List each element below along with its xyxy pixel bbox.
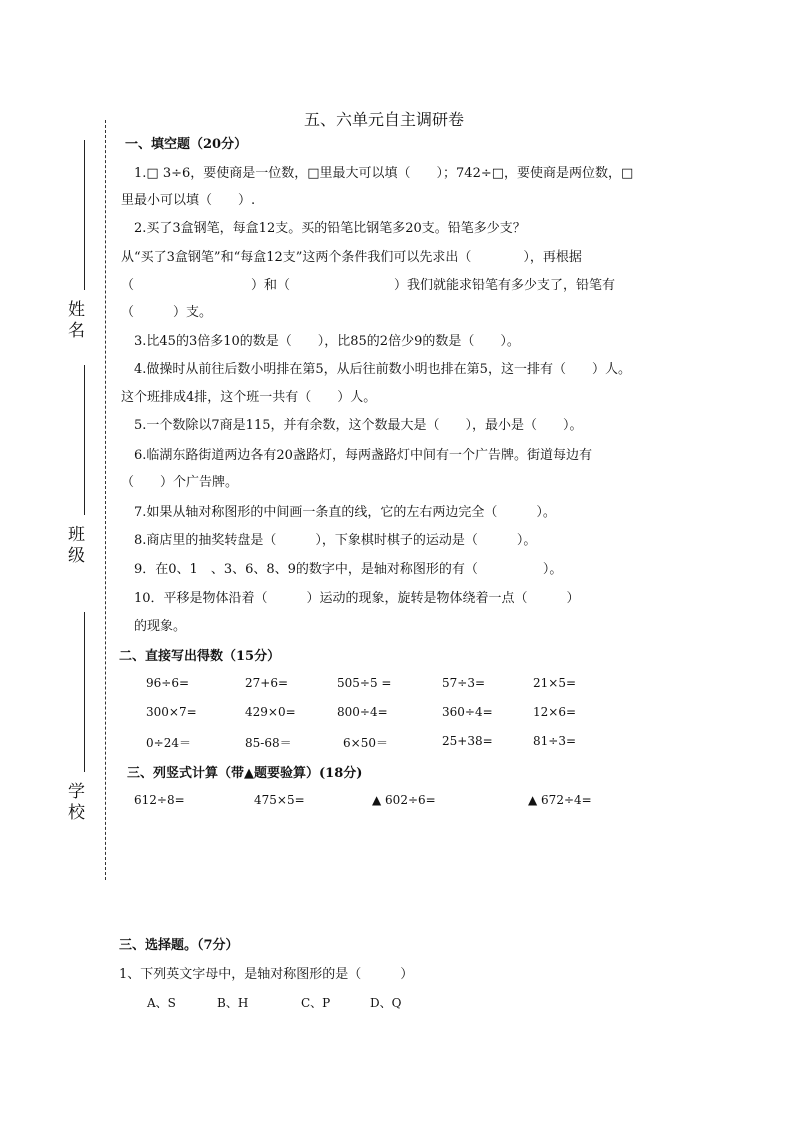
section-mental-math-heading: 二、直接写出得数（15分）	[119, 649, 281, 664]
calc-item: 96÷6=	[146, 676, 190, 690]
calc-item: 27+6=	[245, 676, 289, 690]
q2-line-2: 从“买了3盒钢笔”和“每盒12支”这两个条件我们可以先求出（ ），再根据	[121, 250, 582, 265]
choice-option: A、S	[147, 996, 176, 1010]
school-underline	[84, 612, 85, 772]
calc-item: 0÷24＝	[146, 736, 191, 750]
class-label: 班级	[64, 525, 84, 567]
section-vertical-calc-heading: 三、列竖式计算（带▲题要验算）(18分)	[127, 766, 363, 781]
section-fill-in-heading: 一、填空题（20分）	[125, 137, 248, 152]
vertical-calc-item: 475×5=	[254, 793, 305, 807]
section-choice-heading: 三、选择题。（7分）	[119, 938, 239, 953]
class-underline	[84, 365, 85, 515]
calc-item: 21×5=	[533, 676, 577, 690]
name-underline	[84, 140, 85, 290]
q6-line-1: 6.临湖东路街道两边各有20盏路灯，每两盏路灯中间有一个广告牌。街道每边有	[134, 448, 592, 463]
q6-line-2: （ ）个广告牌。	[121, 475, 239, 490]
q5-line: 5.一个数除以7商是115，并有余数，这个数最大是（ ），最小是（ ）。	[134, 418, 583, 433]
calc-item: 300×7=	[146, 705, 197, 719]
q1-line-1: 1.□ 3÷6，要使商是一位数，□里最大可以填（ ）；742÷□，要使商是两位数，□	[134, 166, 634, 181]
page-title: 五、六单元自主调研卷	[304, 110, 465, 129]
vertical-calc-item: 612÷8=	[134, 793, 185, 807]
calc-item: 800÷4=	[337, 705, 388, 719]
calc-item: 57÷3=	[442, 676, 486, 690]
binding-dashed-line	[105, 120, 106, 880]
vertical-calc-item: ▲ 672÷4=	[528, 793, 592, 807]
choice-question: 1、下列英文字母中，是轴对称图形的是（ ）	[119, 967, 414, 982]
vertical-calc-item: ▲ 602÷6=	[372, 793, 436, 807]
choice-option: D、Q	[370, 996, 402, 1010]
choice-option: B、H	[217, 996, 249, 1010]
school-label: 学校	[64, 782, 84, 824]
q3-line: 3.比45的3倍多10的数是（ ），比85的2倍少9的数是（ ）。	[134, 334, 520, 349]
q2-line-4: （ ）支。	[121, 305, 213, 320]
q10-line-2: 的现象。	[134, 619, 187, 634]
q1-line-2: 里最小可以填（ ）.	[121, 193, 256, 208]
q9-line: 9．在0、1 、3、6、8、9的数字中，是轴对称图形的有（ ）。	[134, 562, 563, 577]
calc-item: 25+38=	[442, 734, 493, 748]
q8-line: 8.商店里的抽奖转盘是（ ），下象棋时棋子的运动是（ ）。	[134, 533, 537, 548]
q4-line-1: 4.做操时从前往后数小明排在第5，从后往前数小明也排在第5，这一排有（ ）人。	[134, 362, 631, 377]
q2-line-1: 2.买了3盒钢笔，每盒12支。买的铅笔比钢笔多20支。铅笔多少支？	[134, 221, 526, 236]
calc-item: 85-68＝	[245, 736, 292, 750]
q10-line-1: 10．平移是物体沿着（ ）运动的现象，旋转是物体绕着一点（ ）	[134, 591, 580, 606]
choice-option: C、P	[301, 996, 331, 1010]
calc-item: 429×0=	[245, 705, 296, 719]
q4-line-2: 这个班排成4排，这个班一共有（ ）人。	[121, 390, 377, 405]
q7-line: 7.如果从轴对称图形的中间画一条直的线，它的左右两边完全（ ）。	[134, 505, 556, 520]
q2-line-3: （ ）和（ ）我们就能求铅笔有多少支了，铅笔有	[121, 278, 616, 293]
calc-item: 81÷3=	[533, 734, 577, 748]
calc-item: 12×6=	[533, 705, 577, 719]
calc-item: 360÷4=	[442, 705, 493, 719]
name-label: 姓名	[64, 300, 84, 342]
calc-item: 505÷5 =	[337, 676, 392, 690]
calc-item: 6×50＝	[343, 736, 388, 750]
